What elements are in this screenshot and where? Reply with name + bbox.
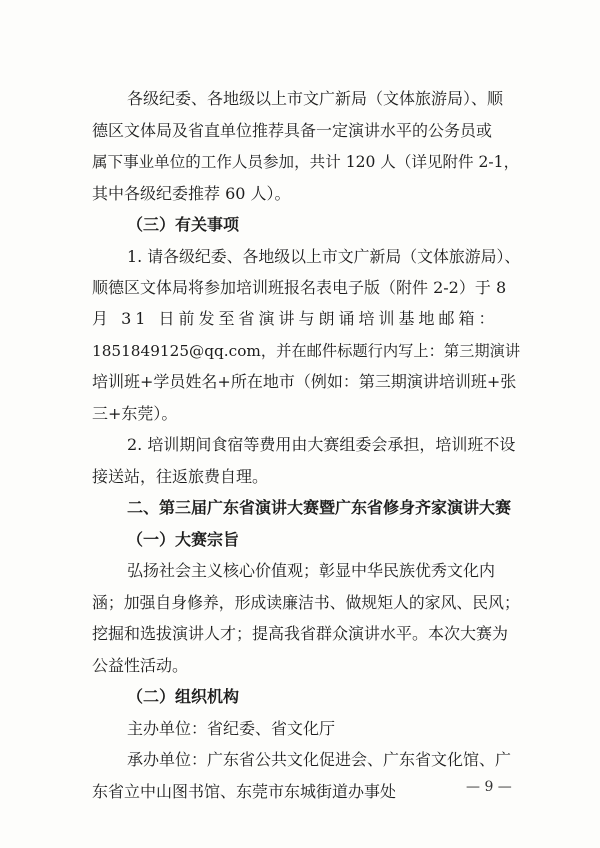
page-number: — 9 — xyxy=(466,779,512,795)
section-3-heading: （三）有关事项 xyxy=(127,215,240,234)
item-1-line-6: 三+东莞）。 xyxy=(92,404,178,423)
intro-line-3: 属下事业单位的工作人员参加，共计 120 人（详见附件 2-1， xyxy=(92,153,520,171)
intro-line-2: 德区文体局及省直单位推荐具备一定演讲水平的公务员或 xyxy=(92,121,493,140)
section-2-heading: （二）组织机构 xyxy=(127,687,240,706)
organizer-line-1: 承办单位：广东省公共文化促进会、广东省文化馆、广 xyxy=(127,750,512,769)
host-line: 主办单位：省纪委、省文化厅 xyxy=(127,719,336,738)
purpose-line-3: 挖掘和选拔演讲人才；提高我省群众演讲水平。本次大赛为 xyxy=(92,624,509,643)
intro-line-1: 各级纪委、各地级以上市文广新局（文体旅游局）、顺 xyxy=(127,89,504,108)
item-2-line-1: 2. 培训期间食宿等费用由大赛组委会承担，培训班不设 xyxy=(127,435,516,454)
item-1-line-5: 培训班+学员姓名+所在地市（例如：第三期演讲培训班+张 xyxy=(92,372,517,391)
item-1-line-3: 月 31 日前发至省演讲与朗诵培训基地邮箱： xyxy=(92,309,499,328)
purpose-line-1: 弘扬社会主义核心价值观；彰显中华民族优秀文化内 xyxy=(127,561,496,580)
item-2-line-2: 接送站，往返旅费自理。 xyxy=(92,467,269,486)
item-1-line-1: 1. 请各级纪委、各地级以上市文广新局（文体旅游局）、 xyxy=(127,247,521,266)
organizer-line-2: 东省立中山图书馆、东莞市东城街道办事处 xyxy=(92,782,397,801)
purpose-line-4: 公益性活动。 xyxy=(92,656,189,675)
item-1-line-2: 顺德区文体局将参加培训班报名表电子版（附件 2-2）于 8 xyxy=(92,278,507,297)
part-2-heading: 二、第三届广东省演讲大赛暨广东省修身齐家演讲大赛 xyxy=(127,498,512,517)
section-1-heading: （一）大赛宗旨 xyxy=(127,530,240,549)
intro-line-4: 其中各级纪委推荐 60 人）。 xyxy=(92,184,291,203)
purpose-line-2: 涵；加强自身修养，形成读廉洁书、做规矩人的家风、民风； xyxy=(92,593,520,612)
item-1-line-4: 1851849125@qq.com，并在邮件标题行内写上：第三期演讲 xyxy=(92,342,521,360)
